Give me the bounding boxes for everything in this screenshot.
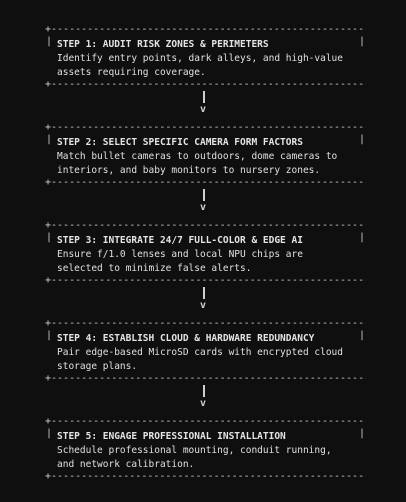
box-right-border: | bbox=[358, 428, 365, 439]
step-description: Pair edge-based MicroSD cards with encrypted cloud storage plans. bbox=[57, 347, 343, 372]
connector-line bbox=[203, 91, 205, 103]
step-title: STEP 3: INTEGRATE 24/7 FULL-COLOR & EDGE AI bbox=[57, 235, 303, 246]
box-top-border bbox=[45, 417, 366, 426]
step-title: STEP 2: SELECT SPECIFIC CAMERA FORM FACTORS bbox=[57, 137, 303, 148]
step-body bbox=[45, 328, 366, 374]
box-left-border: | bbox=[46, 36, 53, 47]
box-top-border bbox=[45, 25, 366, 34]
step-body bbox=[45, 426, 366, 472]
box-right-border: | bbox=[358, 330, 365, 341]
connector-1-2 bbox=[45, 87, 366, 121]
step-box-1 bbox=[45, 25, 366, 89]
connector-line bbox=[203, 189, 205, 201]
step-box-3 bbox=[45, 221, 366, 285]
connector-line bbox=[203, 385, 205, 397]
step-box-2 bbox=[45, 123, 366, 187]
step-description: Identify entry points, dark alleys, and high-value assets requiring coverage. bbox=[57, 53, 343, 78]
box-top-border bbox=[45, 319, 366, 328]
step-box-5 bbox=[45, 417, 366, 481]
box-right-border: | bbox=[358, 134, 365, 145]
box-top-border bbox=[45, 221, 366, 230]
box-bottom-border bbox=[45, 472, 366, 481]
box-left-border: | bbox=[46, 232, 53, 243]
step-body bbox=[45, 132, 366, 178]
box-left-border: | bbox=[46, 330, 53, 341]
step-title: STEP 5: ENGAGE PROFESSIONAL INSTALLATION bbox=[57, 431, 286, 442]
connector-2-3 bbox=[45, 185, 366, 219]
arrow-down-icon: v bbox=[200, 104, 207, 115]
arrow-down-icon: v bbox=[200, 300, 207, 311]
connector-3-4 bbox=[45, 283, 366, 317]
step-description: Match bullet cameras to outdoors, dome cameras to interiors, and baby monitors to nursery zones. bbox=[57, 151, 338, 176]
step-title: STEP 4: ESTABLISH CLOUD & HARDWARE REDUNDANCY bbox=[57, 333, 315, 344]
connector-4-5 bbox=[45, 381, 366, 415]
box-top-border bbox=[45, 123, 366, 132]
step-title: STEP 1: AUDIT RISK ZONES & PERIMETERS bbox=[57, 39, 269, 50]
step-box-4 bbox=[45, 319, 366, 383]
step-description: Schedule professional mounting, conduit running, and network calibration. bbox=[57, 445, 332, 470]
step-body bbox=[45, 34, 366, 80]
box-left-border: | bbox=[46, 428, 53, 439]
arrow-down-icon: v bbox=[200, 398, 207, 409]
box-right-border: | bbox=[358, 232, 365, 243]
connector-line bbox=[203, 287, 205, 299]
box-right-border: | bbox=[358, 36, 365, 47]
step-description: Ensure f/1.0 lenses and local NPU chips are selected to minimize false alerts. bbox=[57, 249, 303, 274]
box-left-border: | bbox=[46, 134, 53, 145]
arrow-down-icon: v bbox=[200, 202, 207, 213]
step-body bbox=[45, 230, 366, 276]
